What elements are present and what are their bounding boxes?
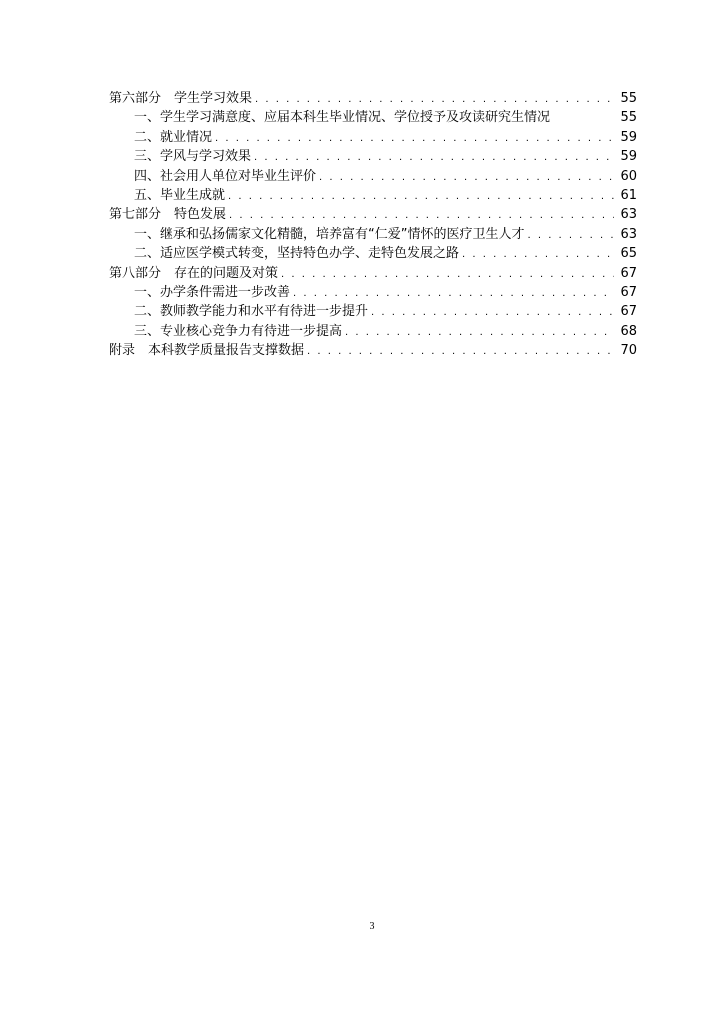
toc-leader-dots xyxy=(307,342,614,361)
toc-entry-page: 63 xyxy=(620,226,637,242)
toc-entry[interactable] xyxy=(109,244,637,263)
toc-entry-page: 68 xyxy=(620,323,637,339)
toc-entry-part-6[interactable] xyxy=(109,89,637,108)
toc-entry-part-7[interactable] xyxy=(109,205,637,224)
toc-entry-title: 附录 本科教学质量报告支撑数据 xyxy=(109,343,305,359)
toc-leader-dots xyxy=(254,148,614,167)
toc-entry-title: 三、学风与学习效果 xyxy=(134,149,252,165)
toc-entry-page: 59 xyxy=(620,149,637,165)
toc-entry-page: 55 xyxy=(620,91,637,106)
table-of-contents xyxy=(109,89,637,360)
toc-leader-dots xyxy=(255,90,614,109)
toc-leader-dots xyxy=(527,226,614,245)
toc-entry[interactable] xyxy=(109,108,637,127)
toc-entry-title: 二、教师教学能力和水平有待进一步提升 xyxy=(134,304,369,320)
toc-entry-page: 70 xyxy=(620,343,637,359)
toc-leader-dots xyxy=(371,303,614,322)
toc-leader-dots xyxy=(293,284,614,303)
toc-leader-dots xyxy=(462,245,614,264)
toc-leader-dots xyxy=(319,168,614,187)
page-number: 3 xyxy=(369,921,375,932)
toc-entry[interactable] xyxy=(109,186,637,205)
toc-entry[interactable] xyxy=(109,283,637,302)
toc-entry-title: 二、适应医学模式转变，坚持特色办学、走特色发展之路 xyxy=(134,246,460,262)
toc-entry-page: 63 xyxy=(620,207,637,223)
toc-entry-title: 第八部分 存在的问题及对策 xyxy=(109,265,279,281)
toc-entry-page: 55 xyxy=(620,110,637,126)
toc-entry-title: 五、毕业生成就 xyxy=(134,187,226,203)
toc-entry-title: 三、专业核心竞争力有待进一步提高 xyxy=(134,323,343,339)
toc-entry-page: 67 xyxy=(620,265,637,281)
toc-entry-title: 第七部分 特色发展 xyxy=(109,207,227,223)
toc-entry-title: 四、社会用人单位对毕业生评价 xyxy=(134,168,317,184)
toc-entry-title: 一、学生学习满意度、应届本科生毕业情况、学位授予及攻读研究生情况 xyxy=(134,110,551,126)
toc-leader-dots xyxy=(215,129,614,148)
toc-entry[interactable] xyxy=(109,147,637,166)
toc-entry-page: 60 xyxy=(620,168,637,184)
toc-entry[interactable] xyxy=(109,322,637,341)
toc-leader-dots xyxy=(229,206,614,225)
toc-entry-part-8[interactable] xyxy=(109,264,637,283)
toc-entry-page: 65 xyxy=(620,246,637,262)
toc-entry-title: 第六部分 学生学习效果 xyxy=(109,91,253,106)
toc-entry[interactable] xyxy=(109,302,637,321)
toc-entry-title: 一、继承和弘扬儒家文化精髓，培养富有“仁爱”情怀的医疗卫生人才 xyxy=(134,226,525,242)
toc-leader-dots xyxy=(281,265,614,284)
toc-entry[interactable] xyxy=(109,225,637,244)
toc-entry-page: 67 xyxy=(620,304,637,320)
toc-leader-dots xyxy=(228,187,614,206)
toc-entry-appendix[interactable] xyxy=(109,341,637,360)
toc-entry[interactable] xyxy=(109,167,637,186)
toc-leader-dots xyxy=(345,323,614,342)
toc-entry-title: 二、就业情况 xyxy=(134,129,213,145)
toc-entry-page: 61 xyxy=(620,187,637,203)
toc-entry-title: 一、办学条件需进一步改善 xyxy=(134,284,291,300)
toc-entry-page: 59 xyxy=(620,129,637,145)
toc-entry[interactable] xyxy=(109,128,637,147)
toc-entry-page: 67 xyxy=(620,284,637,300)
